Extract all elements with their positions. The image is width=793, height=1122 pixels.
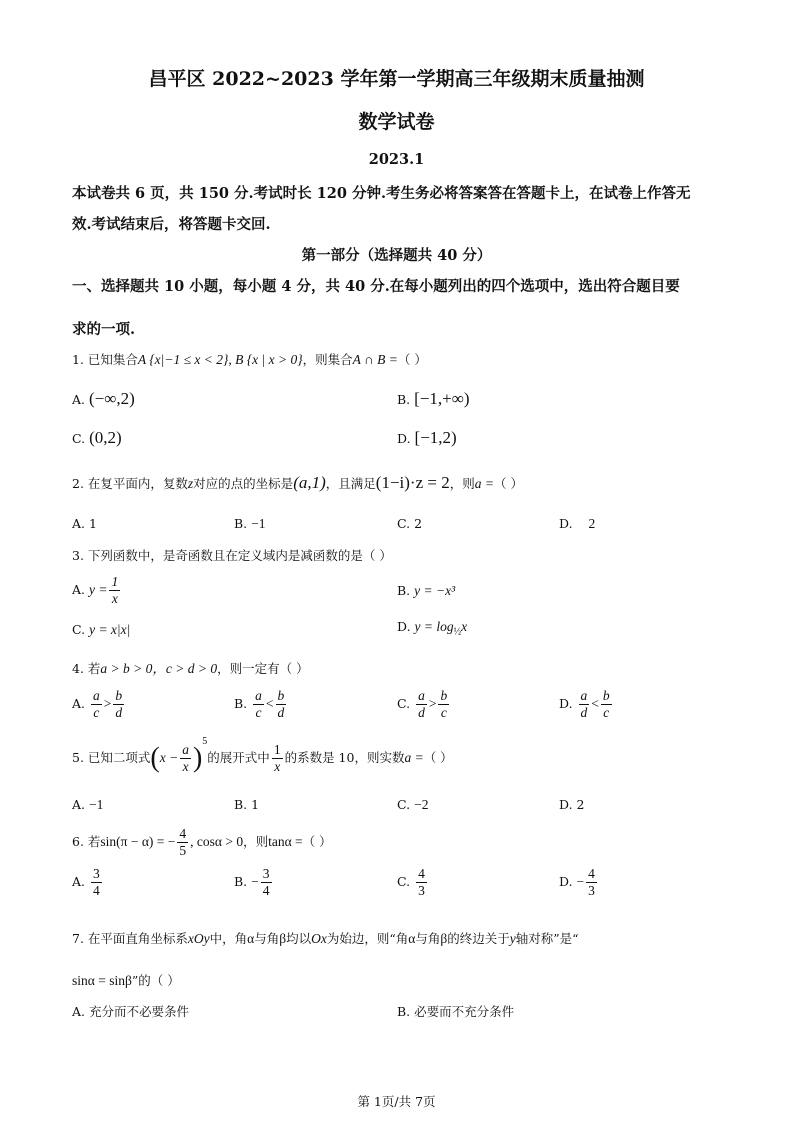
q2-option-c[interactable]: C. 2 <box>397 516 423 531</box>
exam-subtitle: 数学试卷 <box>358 111 435 133</box>
intro-line-2: 效.考试结束后，将答题卡交回. <box>72 216 271 233</box>
q1-sets: A {x|−1 ≤ x < 2}, B {x | x > 0} <box>137 352 303 367</box>
part1-instruction-1: 一、选择题共 10 小题，每小题 4 分，共 40 分.在每小题列出的四个选项中，选出符合题目要 <box>72 278 680 295</box>
q7-option-a[interactable]: A. 充分而不必要条件 <box>72 1004 189 1019</box>
question-5: 5. 已知二项式(x − $\frac{a}{x}$ )$^5$的展开式中 $\frac{1}{x}$ 的系数是 10，则实数a =（ ） <box>72 736 453 774</box>
q3-option-a[interactable]: A. y = $\frac{1}{x}$ <box>72 574 119 606</box>
q3-option-d[interactable]: D. $y = \log_{\frac{1}{2}}x$ <box>397 619 468 638</box>
q1-option-d[interactable]: D. [−1,2) <box>397 428 457 447</box>
q4-option-b[interactable]: B. $\frac{a}{c}$ < $\frac{b}{d}$ <box>234 688 285 720</box>
question-6: 6. 若sin(π − α) = − $\frac{4}{5}$ , cosα > 0，则tanα =（ ） <box>72 826 332 858</box>
exam-title: 昌平区 2022~2023 学年第一学期高三年级期末质量抽测 <box>148 68 645 90</box>
question-1: 1. 已知集合A {x|−1 ≤ x < 2}, B {x | x > 0}，则集合A ∩ B =（ ） <box>72 352 427 367</box>
q2-option-b[interactable]: B. −1 <box>234 516 266 531</box>
q2-option-a[interactable]: A. 1 <box>72 516 97 531</box>
q3-option-b[interactable]: B. y = −x³ <box>397 583 456 598</box>
question-3: 3. 下列函数中，是奇函数且在定义域内是减函数的是（ ） <box>72 548 392 563</box>
question-4: 4. 若a > b > 0，c > d > 0，则一定有（ ） <box>72 661 309 676</box>
q4-option-d[interactable]: D. $\frac{a}{d}$ < $\frac{b}{c}$ <box>559 688 610 720</box>
q5-option-d[interactable]: D. 2 <box>559 797 585 812</box>
q5-option-b[interactable]: B. 1 <box>234 797 260 812</box>
q3-option-c[interactable]: C. y = x|x| <box>72 622 131 637</box>
question-2: 2. 在复平面内，复数z对应的点的坐标是(a,1)，且满足(1−i)·z = 2，则a =（ ） <box>72 473 523 492</box>
q4-option-a[interactable]: A. $\frac{a}{c}$ > $\frac{b}{d}$ <box>72 688 123 720</box>
q4-option-c[interactable]: C. $\frac{a}{d}$ > $\frac{b}{c}$ <box>397 688 448 720</box>
q2-option-d[interactable]: D. 2 <box>559 516 596 531</box>
q5-option-c[interactable]: C. −2 <box>397 797 429 812</box>
q1-option-a[interactable]: A. (−∞,2) <box>72 389 135 408</box>
q1-expr: A ∩ B = <box>352 352 398 367</box>
q1-option-c[interactable]: C. (0,2) <box>72 428 122 447</box>
part1-heading: 第一部分（选择题共 40 分） <box>301 247 492 264</box>
q6-option-b[interactable]: B. − $\frac{3}{4}$ <box>234 866 270 898</box>
question-7: 7. 在平面直角坐标系xOy中，角α与角β均以Ox为始边，则“角α与角β的终边关于y轴对称”是“ <box>72 931 579 946</box>
q6-option-d[interactable]: D. − $\frac{4}{3}$ <box>559 866 595 898</box>
exam-date: 2023.1 <box>368 151 425 168</box>
q7-option-b[interactable]: B. 必要而不充分条件 <box>397 1004 515 1019</box>
q6-option-a[interactable]: A. $\frac{3}{4}$ <box>72 866 100 898</box>
q5-option-a[interactable]: A. −1 <box>72 797 104 812</box>
q1-option-b[interactable]: B. [−1,+∞) <box>397 389 470 408</box>
intro-line-1: 本试卷共 6 页，共 150 分.考试时长 120 分钟.考生务必将答案答在答题卡上，在试卷上作答无 <box>72 185 691 202</box>
page-number: 第 1页/共 7页 <box>357 1094 436 1109</box>
question-7-line-2: sinα = sinβ”的（ ） <box>72 973 180 988</box>
part1-instruction-2: 求的一项. <box>72 321 136 338</box>
q6-option-c[interactable]: C. $\frac{4}{3}$ <box>397 866 425 898</box>
